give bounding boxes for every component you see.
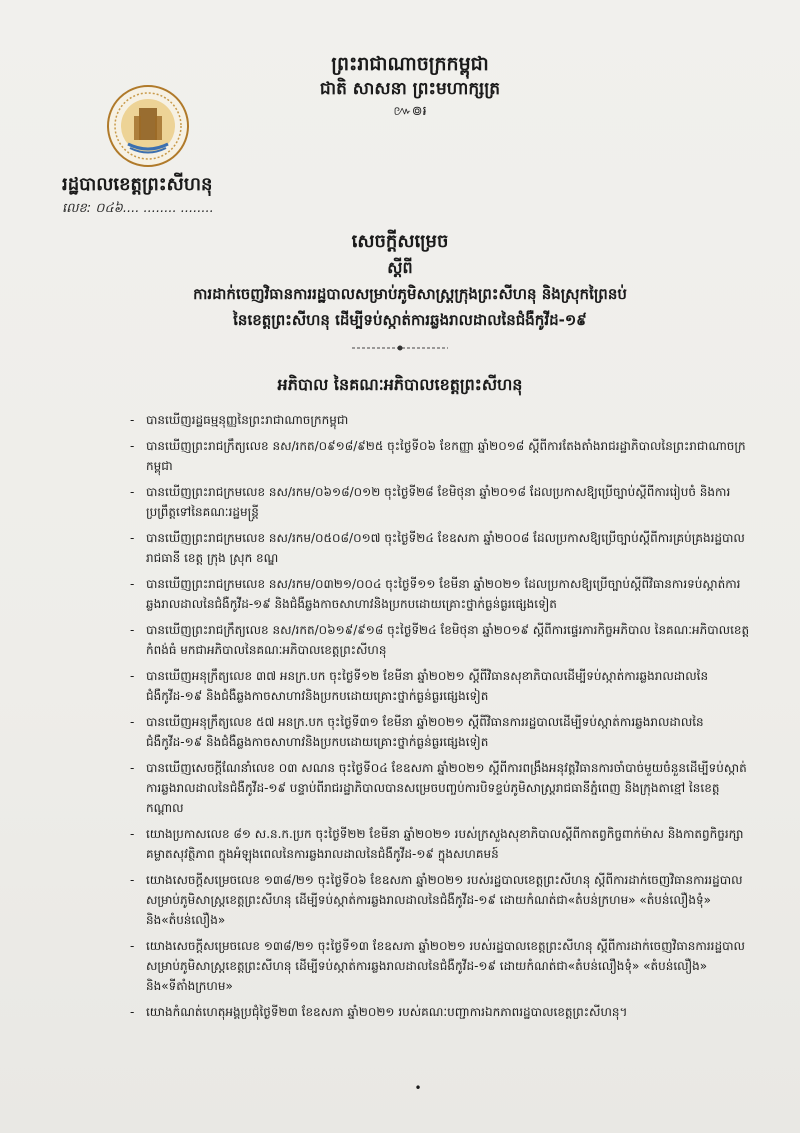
list-item: - បានឃើញអនុក្រឹត្យលេខ ៣៧ អនក្រ.បក ចុះថ្ងៃទី១២ ខែមីនា ឆ្នាំ២០២១ ស្ដីពីវិធានសុខាភិបាលដើម្បីទប់ស្កាត់ការឆ្លងរាលដាលនៃជំងឺកូវីដ-១៩ និងជំងឺឆ្លងកាចសាហាវនិងប្រកបដោយគ្រោះថ្នាក់ធ្ងន់ធ្ងរផ្សេងទៀត xyxy=(130,666,750,706)
list-item: - បានឃើញព្រះរាជក្រមលេខ នស/រកម/០៦១៨/០១២ ចុះថ្ងៃទី២៨ ខែមិថុនា ឆ្នាំ២០១៨ ដែលប្រកាសឱ្យប្រើច្បាប់ស្ដីពីការរៀបចំ និងការប្រព្រឹត្តទៅនៃគណៈរដ្ឋមន្ត្រី xyxy=(130,482,750,522)
page-mark: • xyxy=(414,1081,422,1095)
list-item: - បានឃើញសេចក្ដីណែនាំលេខ ០៣ សណន ចុះថ្ងៃទី០៤ ខែឧសភា ឆ្នាំ២០២១ ស្ដីពីការពង្រឹងអនុវត្តវិធានការចាំបាច់មួយចំនួនដើម្បីទប់ស្កាត់ការឆ្លងរាលដាលនៃជំងឺកូវីដ-១៩ បន្ទាប់ពីរាជរដ្ឋាភិបាលបានសម្រេចបញ្ចប់ការបិទខ្ទប់ភូមិសាស្ត្ររាជធានីភ្នំពេញ និងក្រុងតាខ្មៅ នៃខេត្តកណ្ដាល xyxy=(130,758,750,818)
decision-title: សេចក្ដីសម្រេច xyxy=(351,231,449,252)
list-item: - បានឃើញព្រះរាជក្រមលេខ នស/រកម/០៣២១/០០៤ ចុះថ្ងៃទី១១ ខែមីនា ឆ្នាំ២០២១ ដែលប្រកាសឱ្យប្រើច្បាប់ស្ដីពីវិធានការទប់ស្កាត់ការឆ្លងរាលដាលនៃជំងឺកូវីដ-១៩ និងជំងឺឆ្លងកាចសាហាវនិងប្រកបដោយគ្រោះថ្នាក់ធ្ងន់ធ្ងរផ្សេងទៀត xyxy=(130,574,750,614)
considerations-list xyxy=(130,410,750,1028)
decision-subject-line-2: នៃខេត្តព្រះសីហនុ ដើម្បីទប់ស្កាត់ការឆ្លងរាលដាលនៃជំងឺកូវីដ-១៩ xyxy=(233,311,587,329)
decorative-divider xyxy=(350,343,450,353)
list-item: - បានឃើញអនុក្រឹត្យលេខ ៥៧ អនក្រ.បក ចុះថ្ងៃទី៣១ ខែមីនា ឆ្នាំ២០២១ ស្ដីពីវិធានការរដ្ឋបាលដើម្បីទប់ស្កាត់ការឆ្លងរាលដាលនៃជំងឺកូវីដ-១៩ និងជំងឺឆ្លងកាចសាហាវនិងប្រកបដោយគ្រោះថ្នាក់ធ្ងន់ធ្ងរផ្សេងទៀត xyxy=(130,712,750,752)
list-item: - យោងសេចក្ដីសម្រេចលេខ ១៣៨/២១ ចុះថ្ងៃទី០៦ ខែឧសភា ឆ្នាំ២០២១ របស់រដ្ឋបាលខេត្តព្រះសីហនុ ស្ដីពីការដាក់ចេញវិធានការរដ្ឋបាលសម្រាប់ភូមិសាស្ត្រខេត្តព្រះសីហនុ ដើម្បីទប់ស្កាត់ការឆ្លងរាលដាលនៃជំងឺកូវីដ-១៩ ដោយកំណត់ជា«តំបន់ក្រហម» «តំបន់លឿងទុំ» និង«តំបន់លឿង» xyxy=(130,870,750,930)
list-item: - បានឃើញព្រះរាជក្រឹត្យលេខ នស/រកត/០៦១៩/៩១៨ ចុះថ្ងៃទី២៤ ខែមិថុនា ឆ្នាំ២០១៩ ស្ដីពីការផ្ទេរភារកិច្ចអភិបាល នៃគណៈអភិបាលខេត្តកំពង់ធំ មកជាអភិបាលនៃគណៈអភិបាលខេត្តព្រះសីហនុ xyxy=(130,620,750,660)
ornament-divider: ៚៙៛ xyxy=(393,104,427,119)
authority-heading: អភិបាល នៃគណៈអភិបាលខេត្តព្រះសីហនុ xyxy=(277,375,523,394)
national-motto: ជាតិ សាសនា ព្រះមហាក្សត្រ xyxy=(319,79,501,99)
decision-about: ស្ដីពី xyxy=(387,258,413,277)
list-item: - យោងកំណត់ហេតុអង្គប្រជុំថ្ងៃទី២៣ ខែឧសភា ឆ្នាំ២០២១ របស់គណៈបញ្ជាការឯកភាពរដ្ឋបាលខេត្តព្រះសីហនុ។ xyxy=(130,1002,750,1022)
list-item: - បានឃើញរដ្ឋធម្មនុញ្ញនៃព្រះរាជាណាចក្រកម្ពុជា xyxy=(130,410,750,430)
administration-seal-icon xyxy=(106,84,190,168)
issuer-name: រដ្ឋបាលខេត្តព្រះសីហនុ xyxy=(62,174,213,195)
list-item: - បានឃើញព្រះរាជក្រមលេខ នស/រកម/០៥០៨/០១៧ ចុះថ្ងៃទី២៤ ខែឧសភា ឆ្នាំ២០០៨ ដែលប្រកាសឱ្យប្រើច្បាប់ស្ដីពីការគ្រប់គ្រងរដ្ឋបាលរាជធានី ខេត្ត ក្រុង ស្រុក ខណ្ឌ xyxy=(130,528,750,568)
kingdom-heading: ព្រះរាជាណាចក្រកម្ពុជា xyxy=(331,53,489,75)
reference-number: លេខ: ០៤៦.... ........ ........ xyxy=(62,201,214,216)
list-item: - បានឃើញព្រះរាជក្រឹត្យលេខ នស/រកត/០៩១៨/៩២៥ ចុះថ្ងៃទី០៦ ខែកញ្ញា ឆ្នាំ២០១៨ ស្ដីពីការតែងតាំងរាជរដ្ឋាភិបាលនៃព្រះរាជាណាចក្រកម្ពុជា xyxy=(130,436,750,476)
decision-subject-line-1: ការដាក់ចេញវិធានការរដ្ឋបាលសម្រាប់ភូមិសាស្ត្រក្រុងព្រះសីហនុ និងស្រុកព្រៃនប់ xyxy=(193,285,627,303)
list-item: - យោងសេចក្ដីសម្រេចលេខ ១៣៨/២១ ចុះថ្ងៃទី១៣ ខែឧសភា ឆ្នាំ២០២១ របស់រដ្ឋបាលខេត្តព្រះសីហនុ ស្ដីពីការដាក់ចេញវិធានការរដ្ឋបាលសម្រាប់ភូមិសាស្ត្រខេត្តព្រះសីហនុ ដើម្បីទប់ស្កាត់ការឆ្លងរាលដាលនៃជំងឺកូវីដ-១៩ ដោយកំណត់ជា«តំបន់លឿងទុំ» «តំបន់លឿង» និង«ទីតាំងក្រហម» xyxy=(130,936,750,996)
list-item: - យោងប្រកាសលេខ ៨១ ស.ន.ក.ប្រក ចុះថ្ងៃទី២២ ខែមីនា ឆ្នាំ២០២១ របស់ក្រសួងសុខាភិបាលស្ដីពីកាតព្វកិច្ចពាក់ម៉ាស និងកាតព្វកិច្ចរក្សាគម្លាតសុវត្ថិភាព ក្នុងអំឡុងពេលនៃការឆ្លងរាលដាលនៃជំងឺកូវីដ-១៩ ក្នុងសហគមន៍ xyxy=(130,824,750,864)
